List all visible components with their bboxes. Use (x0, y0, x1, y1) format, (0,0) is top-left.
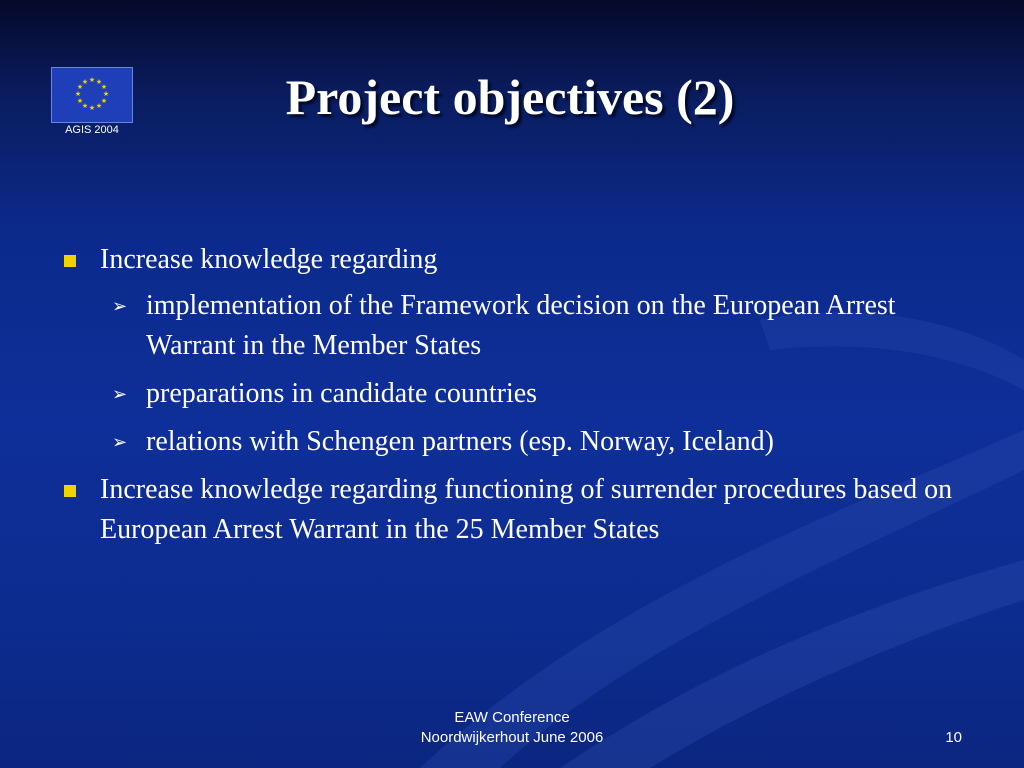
sub-bullet-item (60, 422, 960, 462)
arrow-bullet-icon: ➢ (112, 432, 128, 453)
svg-text:★: ★ (76, 83, 84, 91)
arrow-bullet-icon: ➢ (112, 384, 128, 405)
footer-line-1: EAW Conference (454, 709, 570, 726)
logo-caption: AGIS 2004 (65, 124, 119, 136)
square-bullet-icon (64, 485, 76, 497)
slide-title: Project objectives (2) (285, 69, 735, 125)
page-number: 10 (945, 729, 962, 746)
svg-text:★: ★ (88, 76, 96, 84)
sub-bullet-text: relations with Schengen partners (esp. Norway, Iceland) (146, 426, 774, 457)
svg-text:★: ★ (102, 90, 110, 98)
svg-text:★: ★ (100, 83, 108, 91)
arrow-bullet-icon: ➢ (112, 296, 128, 317)
footer-line-2: Noordwijkerhout June 2006 (420, 729, 604, 746)
sub-bullet-text: preparations in candidate countries (146, 378, 538, 409)
slide-body (60, 240, 960, 556)
bullet-text: Increase knowledge regarding (100, 244, 438, 275)
svg-text:★: ★ (81, 78, 89, 86)
svg-text:★: ★ (95, 102, 103, 110)
eu-stars-icon (52, 68, 132, 122)
svg-text:★: ★ (76, 97, 84, 105)
svg-text:★: ★ (74, 90, 82, 98)
bullet-text: Increase knowledge regarding functioning of surrender procedures based on European Arrest Warrant in the 25 Member States (100, 474, 953, 545)
svg-text:★: ★ (100, 97, 108, 105)
footer (362, 708, 662, 748)
sub-bullet-item (60, 286, 960, 366)
sub-bullet-item (60, 374, 960, 414)
sub-bullet-text: implementation of the Framework decision on the European Arrest Warrant in the Member States (146, 290, 896, 361)
svg-text:★: ★ (88, 104, 96, 112)
svg-text:★: ★ (95, 78, 103, 86)
square-bullet-icon (64, 255, 76, 267)
bullet-item (60, 240, 960, 280)
svg-text:★: ★ (81, 102, 89, 110)
eu-flag-icon (52, 68, 132, 122)
bullet-item (60, 470, 960, 550)
